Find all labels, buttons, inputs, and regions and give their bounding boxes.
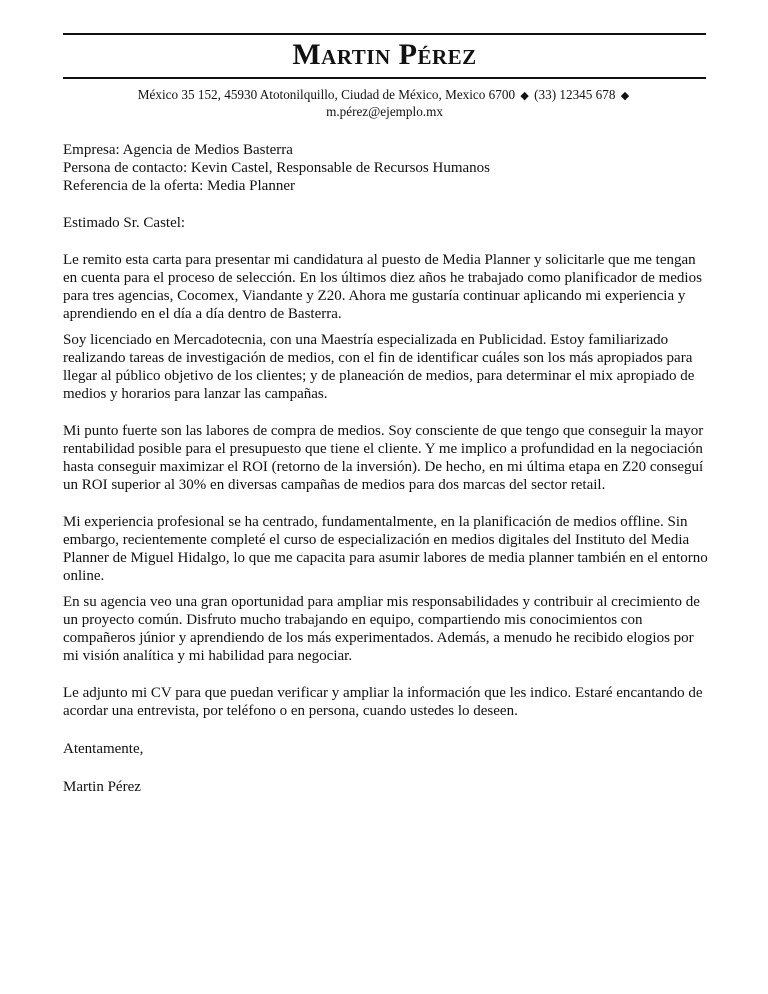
header-bottom-rule <box>63 77 706 79</box>
applicant-name: Martin Pérez <box>292 38 477 71</box>
signature: Martin Pérez <box>63 779 141 795</box>
paragraph: Le adjunto mi CV para que puedan verificar y ampliar la información que les indico. Estaré encantando de acordar una entrevista, por teléfono o en persona, cuando ustedes lo deseen. <box>63 685 703 719</box>
paragraph: Le remito esta carta para presentar mi candidatura al puesto de Media Planner y solicitarle que me tengan en cuenta para el proceso de selección. En los últimos diez años he trabajado como planificador de medios para tres agencias, Cocomex, Viandante y Z20. Ahora me gustaría continuar aplicando mi experiencia y aprendiendo en el día a día dentro de Basterra. <box>63 252 702 322</box>
letter-body <box>63 141 711 796</box>
paragraph: Soy licenciado en Mercadotecnia, con una Maestría especializada en Publicidad. Estoy familiarizado realizando tareas de investigación de medios, con el fin de identificar cuáles son los más apropiados para llegar al público objetivo de los clientes; y de planeación de medios, para determinar el mix apropiado de medios y horarios para lanzar las campañas. <box>63 332 695 402</box>
greeting: Estimado Sr. Castel: <box>63 215 186 231</box>
paragraph: En su agencia veo una gran oportunidad para ampliar mis responsabilidades y contribuir al crecimiento de un proyecto común. Disfruto mucho trabajando en equipo, compartiendo mis conocimientos con compañeros júnior y aprendiendo de los más experimentados. Además, a menudo he recibido elogios por mi visión analítica y mi habilidad para negociar. <box>63 594 700 664</box>
contact-block <box>63 87 706 120</box>
offer-reference-line: Referencia de la oferta: Media Planner <box>63 178 295 194</box>
company-line: Empresa: Agencia de Medios Basterra <box>63 142 293 158</box>
phone-number: (33) 12345 678 <box>534 87 616 102</box>
header-top-rule <box>63 33 706 35</box>
email-address: m.pérez@ejemplo.mx <box>326 104 443 119</box>
paragraph: Mi experiencia profesional se ha centrado, fundamentalmente, en la planificación de medios offline. Sin embargo, recientemente completé el curso de especialización en medios digitales del Instituto del Media Planner de Miguel Hidalgo, lo que me capacita para asumir labores de media planner también en el entorno online. <box>63 514 708 584</box>
paragraph: Mi punto fuerte son las labores de compra de medios. Soy consciente de que tengo que conseguir la mayor rentabilidad posible para el presupuesto que tiene el cliente. Y me implico a profundidad en la negociación hasta conseguir maximizar el ROI (retorno de la inversión). De hecho, en mi última etapa en Z20 conseguí un ROI superior al 30% en diversas campañas de medios para dos marcas del sector retail. <box>63 423 704 493</box>
closing: Atentamente, <box>63 741 144 757</box>
address-line: México 35 152, 45930 Atotonilquillo, Ciudad de México, Mexico 6700 <box>137 87 516 102</box>
letter-meta <box>63 141 711 195</box>
contact-person-line: Persona de contacto: Kevin Castel, Responsable de Recursos Humanos <box>63 160 490 176</box>
diamond-separator-icon: ◆ <box>620 90 630 102</box>
diamond-separator-icon: ◆ <box>520 90 529 102</box>
